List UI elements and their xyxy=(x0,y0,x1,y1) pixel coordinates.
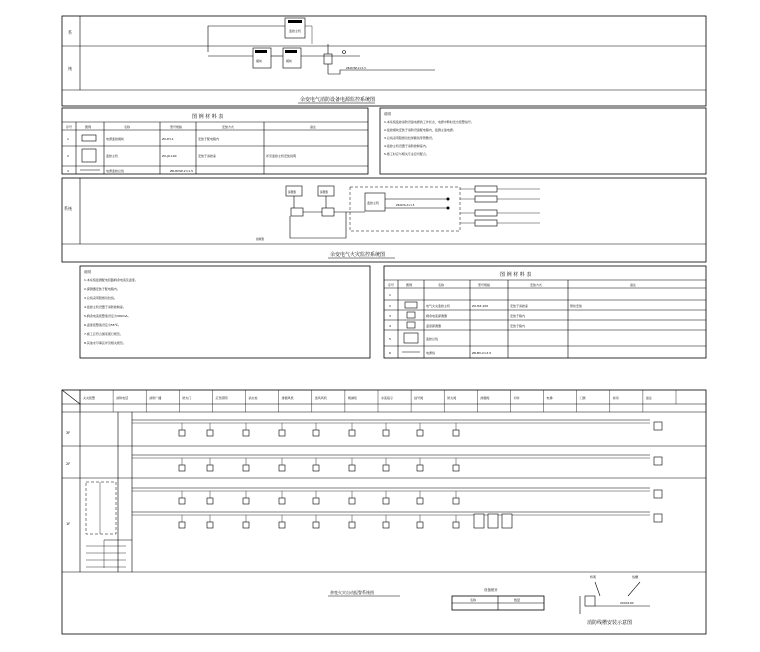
diagram1-title: 余变电气消防设备电源监控系统图 xyxy=(300,97,376,103)
notes1-title: 说明 xyxy=(384,112,391,116)
svg-text:200X100: 200X100 xyxy=(620,601,634,605)
svg-text:型号规格: 型号规格 xyxy=(478,283,491,287)
bottom-sheet xyxy=(62,390,706,634)
header-cell: 防火门 xyxy=(182,396,192,400)
floor-device-symbol xyxy=(313,522,319,528)
svg-text:温度探测器: 温度探测器 xyxy=(426,324,442,328)
svg-text:监控总线: 监控总线 xyxy=(426,337,439,341)
svg-text:1: 1 xyxy=(389,293,391,297)
mid-sheet xyxy=(62,178,706,262)
legend2-symbol-bus xyxy=(404,333,418,343)
floor-device-symbol xyxy=(279,522,285,528)
svg-text:设备统计: 设备统计 xyxy=(484,588,498,592)
svg-text:5: 5 xyxy=(389,337,391,341)
floor-device-symbol xyxy=(207,430,213,436)
header-cell: 火灾报警 xyxy=(83,396,96,400)
notes-block-2 xyxy=(80,266,370,358)
svg-text:4.监控主机设置于消防控制室内。: 4.监控主机设置于消防控制室内。 xyxy=(384,144,429,148)
floor-device-symbol xyxy=(243,498,249,504)
notes-block-1 xyxy=(380,108,706,174)
svg-text:ZX-DY-1: ZX-DY-1 xyxy=(162,137,174,141)
legend2-title: 图 例 材 料 表 xyxy=(500,272,532,278)
header-cell: 应急照明 xyxy=(215,396,228,400)
header-cell: 防火阀 xyxy=(447,396,457,400)
output-box-3 xyxy=(475,210,497,216)
legend-table-2 xyxy=(384,266,706,358)
header-cell: 电梯 xyxy=(546,396,553,400)
floor-device-symbol xyxy=(243,522,249,528)
floor-device-symbol xyxy=(349,498,355,504)
floor-device-symbol xyxy=(349,430,355,436)
svg-text:监控主机: 监控主机 xyxy=(367,201,380,205)
floor-device-symbol xyxy=(207,465,213,471)
floor-device-symbol xyxy=(243,465,249,471)
svg-text:安装于箱内: 安装于箱内 xyxy=(510,324,526,328)
svg-text:电源线: 电源线 xyxy=(426,351,436,355)
svg-text:备注: 备注 xyxy=(630,283,637,287)
header-cell: 消防广播 xyxy=(149,396,162,400)
svg-text:壁挂安装: 壁挂安装 xyxy=(570,304,583,308)
svg-text:4.监控主机设置于消防控制室。: 4.监控主机设置于消防控制室。 xyxy=(84,305,126,309)
svg-text:模块: 模块 xyxy=(286,59,293,63)
floor-end-device xyxy=(654,422,662,430)
svg-text:3.总线采用阻燃双绞线。: 3.总线采用阻燃双绞线。 xyxy=(84,296,117,300)
row-label-upper: 系 xyxy=(68,30,72,35)
mid-row-label: 系统 xyxy=(64,206,72,211)
legend2-symbol-residual xyxy=(407,312,415,318)
svg-text:名称: 名称 xyxy=(124,125,131,129)
svg-text:安装于箱内: 安装于箱内 xyxy=(510,314,526,318)
svg-text:电源监控模块: 电源监控模块 xyxy=(106,137,125,141)
floor-device-symbol xyxy=(207,498,213,504)
floor-device-symbol xyxy=(349,465,355,471)
floor-1f-panel xyxy=(488,514,498,528)
header-cell: 送风风机 xyxy=(314,396,327,400)
breaker-box xyxy=(324,54,332,64)
supply-label: 控制器 xyxy=(256,238,264,241)
floor-device-symbol xyxy=(207,522,213,528)
svg-text:2.探测器安装于配电箱内。: 2.探测器安装于配电箱内。 xyxy=(84,287,120,291)
svg-text:桥架: 桥架 xyxy=(590,575,597,579)
svg-text:图例: 图例 xyxy=(406,283,413,287)
svg-text:1.本系统监控消防设备电源的工作状态，电源中断时发出报警信号: 1.本系统监控消防设备电源的工作状态，电源中断时发出报警信号。 xyxy=(384,120,474,124)
floor-device-symbol xyxy=(417,465,423,471)
svg-text:ZX-JK-100: ZX-JK-100 xyxy=(162,154,177,158)
header-cell: 喷淋泵 xyxy=(347,396,357,400)
floor-device-symbol xyxy=(349,522,355,528)
svg-text:3: 3 xyxy=(67,169,69,173)
header-cell: 水流指示 xyxy=(381,396,394,400)
row-label-lower: 统 xyxy=(68,66,72,71)
header-cell: 排烟风机 xyxy=(281,396,294,400)
svg-text:电源监控总线: 电源监控总线 xyxy=(106,169,125,173)
svg-text:1.本系统监测配电回路剩余电流及温度。: 1.本系统监测配电回路剩余电流及温度。 xyxy=(84,278,138,282)
floor-device-symbol xyxy=(179,522,185,528)
header-cell: 排烟阀 xyxy=(480,396,490,400)
ctrl-box-2 xyxy=(322,208,334,216)
legend2-symbol-host xyxy=(405,302,417,308)
legend1-title: 图 例 材 料 表 xyxy=(192,114,224,120)
svg-text:模块: 模块 xyxy=(256,59,263,63)
floor-device-symbol xyxy=(383,430,389,436)
svg-text:ZR-BV-2×2.5: ZR-BV-2×2.5 xyxy=(472,351,492,355)
ctrl-box-1 xyxy=(291,208,303,216)
svg-text:线槽: 线槽 xyxy=(632,575,639,579)
svg-text:ZX-HZ-100: ZX-HZ-100 xyxy=(472,304,489,308)
svg-text:5.施工时应与相关专业密切配合。: 5.施工时应与相关专业密切配合。 xyxy=(384,152,429,156)
floor-device-symbol xyxy=(279,498,285,504)
legend1-symbol-module xyxy=(82,135,96,141)
top-frame xyxy=(62,16,706,106)
svg-text:安装方式: 安装方式 xyxy=(530,283,543,287)
svg-text:3: 3 xyxy=(389,314,391,318)
svg-text:6: 6 xyxy=(389,351,391,355)
floor-1f-panel xyxy=(474,514,484,528)
floor-device-symbol xyxy=(279,430,285,436)
svg-text:安装方式: 安装方式 xyxy=(222,125,235,129)
svg-text:4: 4 xyxy=(389,324,391,328)
floor-label-2f: 2F xyxy=(66,462,71,466)
floor-device-symbol xyxy=(453,465,459,471)
header-cell: 门禁 xyxy=(579,396,586,400)
stats-table xyxy=(452,587,544,610)
header-cell: 消火栓 xyxy=(248,396,258,400)
floor-device-symbol xyxy=(179,498,185,504)
floor-device-symbol xyxy=(179,465,185,471)
svg-text:8.其他未尽事宜详见相关规范。: 8.其他未尽事宜详见相关规范。 xyxy=(84,341,126,345)
header-cell: 消防电话 xyxy=(116,396,129,400)
floor-device-symbol xyxy=(313,465,319,471)
svg-text:监控主机: 监控主机 xyxy=(106,154,119,158)
floor-device-symbol xyxy=(453,430,459,436)
svg-text:2: 2 xyxy=(67,154,69,158)
bottom-caption: 余变火灾自动报警系统图 xyxy=(330,590,374,595)
output-box-2 xyxy=(475,196,497,202)
floor-device-symbol xyxy=(279,465,285,471)
svg-text:图例: 图例 xyxy=(85,125,92,129)
fire-monitor-diagram xyxy=(256,186,540,241)
svg-text:数量: 数量 xyxy=(514,598,521,602)
svg-text:详见监控主机安装说明: 详见监控主机安装说明 xyxy=(266,154,297,158)
legend2-symbol-temp xyxy=(407,322,415,328)
floor-device-symbol xyxy=(417,522,423,528)
trunking-sketch xyxy=(580,574,650,626)
svg-text:名称: 名称 xyxy=(470,598,477,602)
svg-text:探测器: 探测器 xyxy=(288,191,296,194)
svg-text:监控主机: 监控主机 xyxy=(289,29,302,33)
floor-device-symbol xyxy=(417,498,423,504)
notes2-title: 说明 xyxy=(84,270,91,274)
header-cell: 切非 xyxy=(513,396,520,400)
sketch-title: 消防线槽安装示意图 xyxy=(587,620,633,626)
svg-text:7.施工应符合国家现行规范。: 7.施工应符合国家现行规范。 xyxy=(84,332,123,336)
legend-table-1 xyxy=(62,108,368,174)
header-cell: 备注 xyxy=(645,396,652,400)
floor-device-symbol xyxy=(383,465,389,471)
svg-text:名称: 名称 xyxy=(438,283,445,287)
svg-text:剩余电流探测器: 剩余电流探测器 xyxy=(426,314,448,318)
floor-device-symbol xyxy=(313,430,319,436)
floor-device-symbol xyxy=(243,430,249,436)
header-cell: 卷帘 xyxy=(612,396,619,400)
bus-cable-label: ZR-RVSP-2×1.5 xyxy=(346,67,366,70)
floor-end-device xyxy=(654,514,662,522)
top-sheet xyxy=(62,16,706,106)
svg-text:ZR-RVSP-2×1.5: ZR-RVSP-2×1.5 xyxy=(170,169,193,173)
header-row xyxy=(80,390,652,412)
floor-end-device xyxy=(654,457,662,465)
floor-device-symbol xyxy=(453,522,459,528)
svg-text:1: 1 xyxy=(67,137,69,141)
floor-device-symbol xyxy=(453,498,459,504)
svg-text:电气火灾监控主机: 电气火灾监控主机 xyxy=(426,304,451,308)
floor-device-symbol xyxy=(417,430,423,436)
floor-label-1f: 1F xyxy=(66,522,71,526)
floor-device-symbol xyxy=(383,522,389,528)
svg-text:安装于消控室: 安装于消控室 xyxy=(198,154,217,158)
svg-text:安装于消控室: 安装于消控室 xyxy=(510,304,529,308)
svg-text:5.剩余电流报警值设定为300mA。: 5.剩余电流报警值设定为300mA。 xyxy=(84,314,131,318)
legend1-symbol-host xyxy=(82,149,96,162)
svg-text:序号: 序号 xyxy=(66,125,73,129)
svg-text:3.总线采用阻燃双绞屏蔽线穿管敷设。: 3.总线采用阻燃双绞屏蔽线穿管敷设。 xyxy=(384,136,435,140)
svg-text:2.监控模块安装于消防设备配电箱内，监测主备电源。: 2.监控模块安装于消防设备配电箱内，监测主备电源。 xyxy=(384,128,456,132)
header-cell: 信号阀 xyxy=(414,396,424,400)
output-box-1 xyxy=(475,186,497,192)
floor-end-device xyxy=(654,490,662,498)
svg-text:型号规格: 型号规格 xyxy=(170,125,183,129)
svg-text:探测器: 探测器 xyxy=(320,191,328,194)
distribution-box xyxy=(86,482,116,534)
svg-text:6.温度报警值设定为55℃。: 6.温度报警值设定为55℃。 xyxy=(84,323,122,327)
output-box-4 xyxy=(475,220,497,226)
floor-buses xyxy=(132,420,662,528)
floor-device-symbol xyxy=(179,430,185,436)
floor-label-3f: 3F xyxy=(66,431,71,435)
svg-text:2: 2 xyxy=(389,304,391,308)
fire-bus-label: ZR-RVS-2×1.5 xyxy=(396,204,415,207)
svg-text:备注: 备注 xyxy=(310,125,317,129)
floor-1f-panel xyxy=(502,514,512,528)
floor-device-symbol xyxy=(313,498,319,504)
diagram2-title: 余变电气火灾监控系统图 xyxy=(330,252,386,258)
floor-device-symbol xyxy=(383,498,389,504)
svg-text:安装于配电箱内: 安装于配电箱内 xyxy=(198,137,220,141)
svg-text:序号: 序号 xyxy=(388,283,395,287)
